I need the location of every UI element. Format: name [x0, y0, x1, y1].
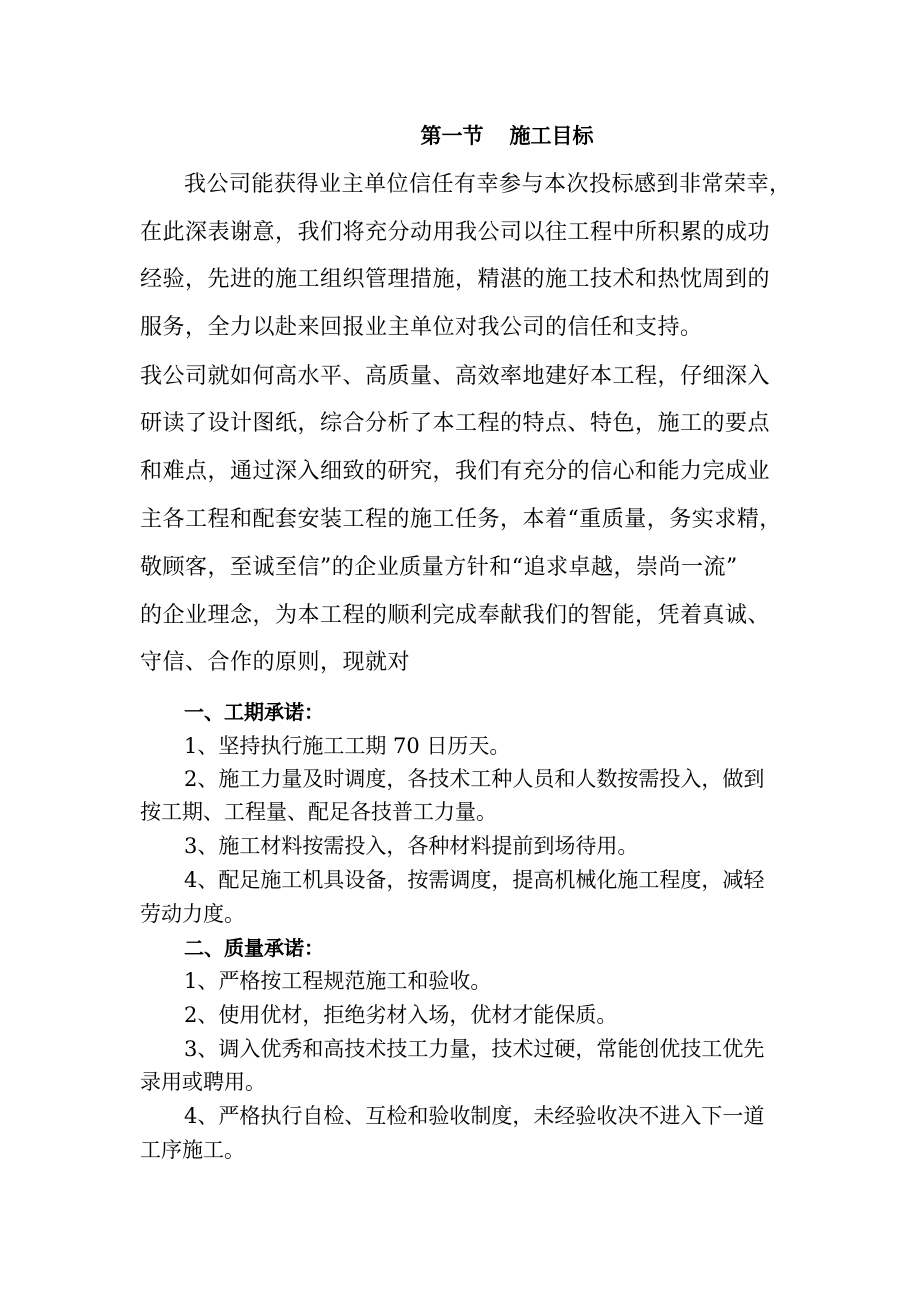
section2-line: 录用或聘用。 [140, 1070, 266, 1094]
intro2-line: 敬顾客，至诚至信”的企业质量方针和“追求卓越，崇尚一流” [140, 555, 738, 580]
section-number: 第一节 [420, 124, 484, 148]
section2-heading: 二、质量承诺： [184, 936, 324, 960]
section1-line: 4、配足施工机具设备，按需调度，提高机械化施工程度，减轻 [184, 868, 765, 892]
intro2-line: 守信、合作的原则，现就对 [140, 650, 411, 675]
section-name: 施工目标 [509, 124, 594, 148]
section1-line: 2、施工力量及时调度，各技术工种人员和人数按需投入，做到 [184, 767, 765, 791]
intro2-line: 主各工程和配套安装工程的施工任务，本着“重质量，务实求精， [140, 507, 782, 532]
section-title [0, 118, 920, 154]
section1-line: 1、坚持执行施工工期 70 日历天。 [184, 734, 511, 758]
intro2-line: 我公司就如何高水平、高质量、高效率地建好本工程，仔细深入 [140, 364, 771, 389]
intro-line: 我公司能获得业主单位信任有幸参与本次投标感到非常荣幸， [184, 172, 792, 197]
intro2-line: 和难点，通过深入细致的研究，我们有充分的信心和能力完成业 [140, 459, 771, 484]
intro-line: 服务，全力以赴来回报业主单位对我公司的信任和支持。 [140, 315, 703, 340]
intro2-line: 研读了设计图纸，综合分析了本工程的特点、特色，施工的要点 [140, 411, 771, 436]
section1-line: 3、施工材料按需投入，各种材料提前到场待用。 [184, 834, 639, 858]
section1-line: 按工期、工程量、配足各技普工力量。 [140, 800, 497, 824]
section2-line: 1、严格按工程规范施工和验收。 [184, 969, 492, 993]
section2-line: 2、使用优材，拒绝劣材入场，优材才能保质。 [184, 1003, 618, 1027]
section2-line: 工序施工。 [140, 1138, 245, 1162]
section2-line: 3、调入优秀和高技术技工力量，技术过硬，常能创优技工优先 [184, 1037, 765, 1061]
intro-line: 在此深表谢意，我们将充分动用我公司以往工程中所积累的成功 [140, 220, 771, 245]
intro2-line: 的企业理念，为本工程的顺利完成奉献我们的智能，凭着真诚、 [140, 603, 771, 628]
intro-line: 经验，先进的施工组织管理措施，精湛的施工技术和热忱周到的 [140, 267, 771, 292]
section1-heading: 一、工期承诺： [184, 700, 324, 724]
section2-line: 4、严格执行自检、互检和验收制度，未经验收决不进入下一道 [184, 1104, 765, 1128]
section1-line: 劳动力度。 [140, 902, 245, 926]
